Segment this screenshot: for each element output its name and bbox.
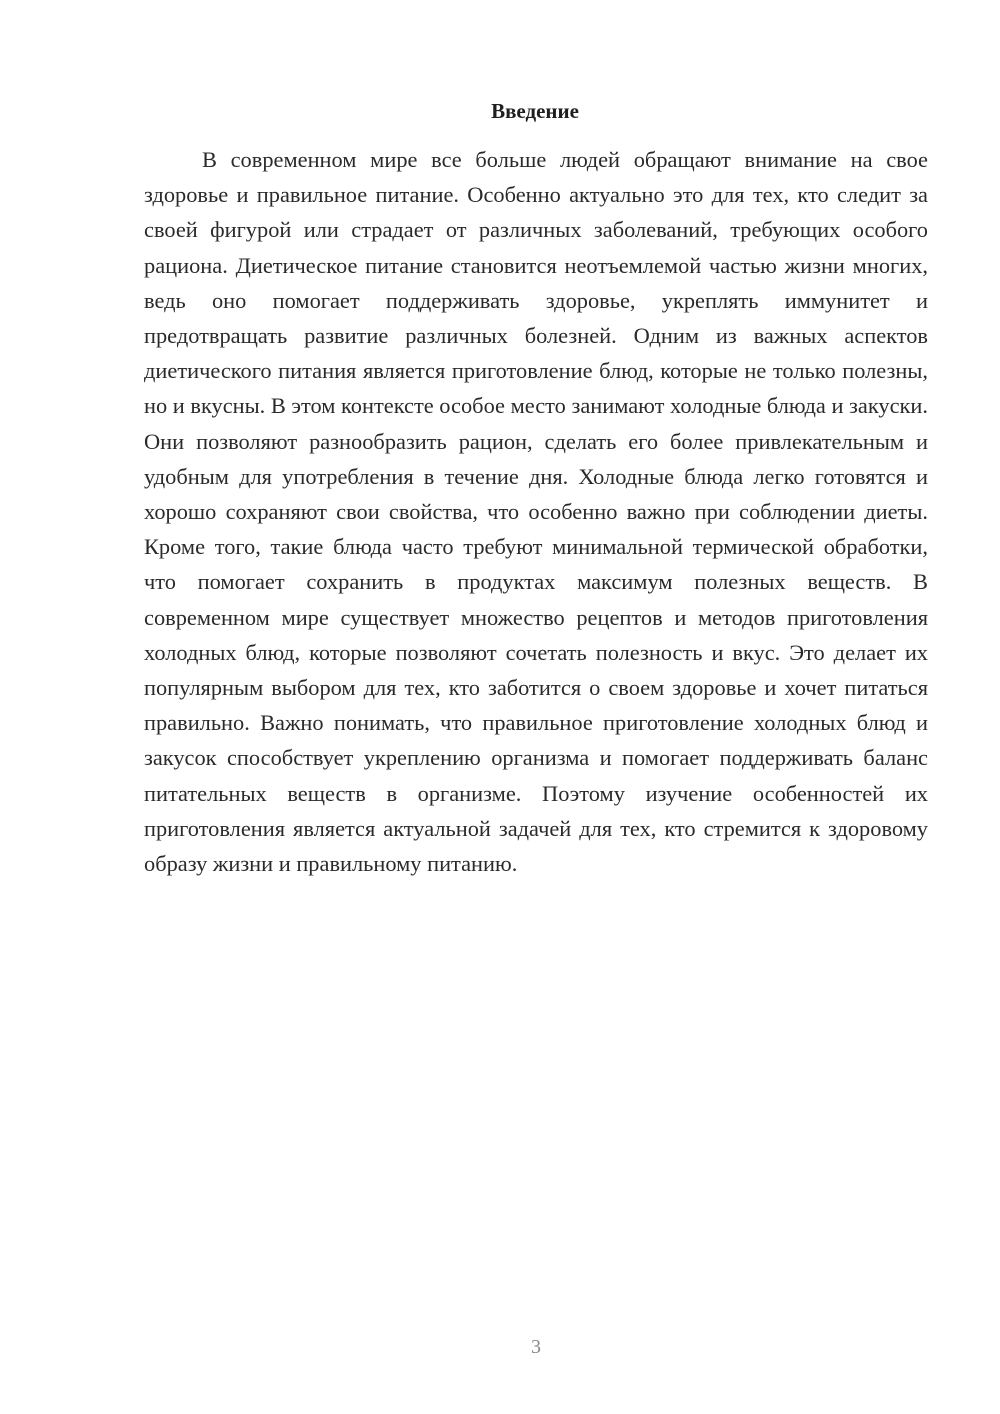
section-heading: Введение [491, 99, 579, 123]
introduction-paragraph: В современном мире все больше людей обращают внимание на свое здоровье и правильное питание. Особенно актуально это для тех, кто следит за своей фигурой или страдает от различных заболеваний, требующих особого рациона. Диетическое питание становится неотъемлемой частью жизни многих, ведь оно помогает поддерживать здоровье, укреплять иммунитет и предотвращать развитие различных болезней. Одним из важных аспектов диетического питания является приготовление блюд, которые не только полезны, но и вкусны. В этом контексте особое место занимают холодные блюда и закуски. Они позволяют разнообразить рацион, сделать его более привлекательным и удобным для употребления в течение дня. Холодные блюда легко готовятся и хорошо сохраняют свои свойства, что особенно важно при соблюдении диеты. Кроме того, такие блюда часто требуют минимальной термической обработки, что помогает сохранить в продуктах максимум полезных веществ. В современном мире существует множество рецептов и методов приготовления холодных блюд, которые позволяют сочетать полезность и вкус. Это делает их популярным выбором для тех, кто заботится о своем здоровье и хочет питаться правильно. Важно понимать, что правильное приготовление холодных блюд и закусок способствует укреплению организма и помогает поддерживать баланс питательных веществ в организме. Поэтому изучение особенностей их приготовления является актуальной задачей для тех, кто стремится к здоровому образу жизни и правильному питанию. [144, 147, 928, 877]
page-number: 3 [531, 1336, 541, 1358]
